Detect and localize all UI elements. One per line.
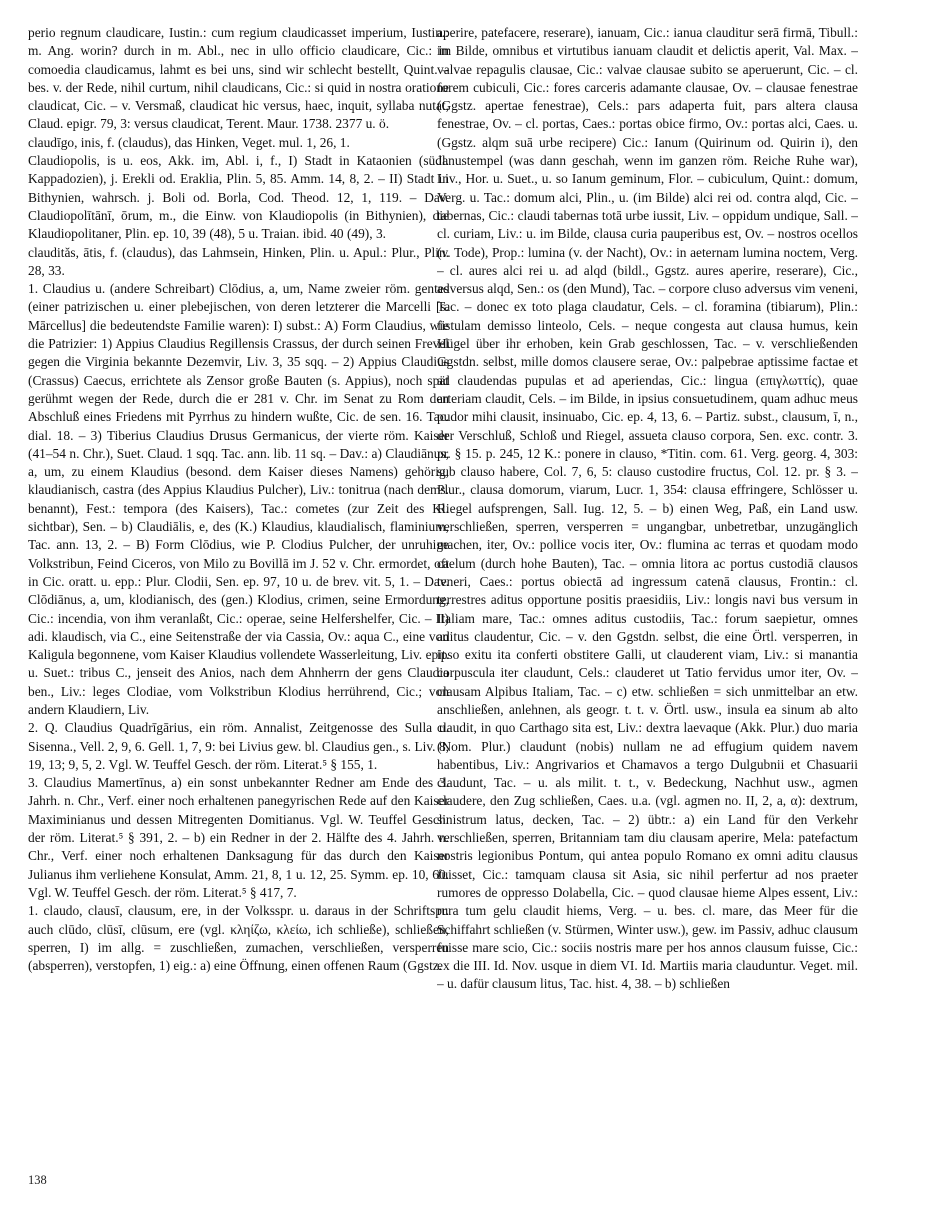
entry-claudius-quadrigarius: 2. Q. Claudius Quadrīgārius, ein röm. Annalist, Zeitgenosse des Sulla u. Sisenna., Vell. 2, 9, 6. Gell. 1, 7, 9: bei Livius gew. bl. Claudius gen., s. Liv. 8, 19, 13; 9, 5, 2. Vgl. W. Teuffel Gesch. der röm. Literat.⁵ § 155, 1. — [28, 720, 449, 772]
entry-claudo: 1. claudo, clausī, clausum, ere, in der Volksspr. u. daraus in der Schriftspr. auch clūdo, clūsī, clūsum, ere (vgl. κληίζω, κλείω, ich schließe), schließen, sperren, I) im allg. = zuschließen, zumachen, verschließen, versperren (absperren), verstopfen, 1) eig.: a) eine Öffnung, einen offenen Raum (Ggstz. — [28, 903, 449, 974]
entry-claudiopolis: Claudiopolis, is u. eos, Akk. im, Abl. i, f., I) Stadt in Kataonien (südl. Kappadozien), j. Erekli od. Eraklia, Plin. 5, 85. Amm. 14, 8, 2. – II) Stadt in Bithynien, wahrsch. j. Boli od. Borla, Cod. Theod. 12, 1, 119. – Dav. Claudiopolītānī, ōrum, m., die Einw. von Klaudiopolis (in Bithynien), die Klaudiopolitaner, Plin. ep. 10, 39 (48), 5 u. Traian. ibid. 40 (49), 3. — [28, 153, 449, 242]
entry-claudico-continued: perio regnum claudicare, Iustin.: cum regium claudicasset imperium, Iustin.: m. Ang. worin? durch in m. Abl., nec in ullo officio claudicare, Cic.: in comoedia claudicamus, lahmt es bei uns, sind wir schlecht bestellt, Quint. – bes. v. der Rede, nihil curtum, nihil claudicans, Cic.: si quid in nostra oratione claudicat, Cic. – v. Versmaß, claudicat hic versus, haec, inquit, syllaba nutat, Claud. epigr. 79, 3: versus claudicat, Terent. Maur. 1738. 2377 u. ö. — [28, 25, 449, 132]
entry-claudo-continued: aperire, patefacere, reserare), ianuam, Cic.: ianua clauditur serā firmā, Tibull.: im Bilde, omnibus et virtutibus ianuam claudit et delictis aperit, Val. Max. – valvae repagulis clausae, Cic.: valvae clausae subito se aperuerunt, Cic. – cl. forem cubiculi, Cic.: fores carceris adamante clausae, Ov. – clausae fenestrae (Ggstz. apertae fenestrae), Cels.: pars adaperta fuit, pars altera clausa fenestrae, Ov. – cl. portas, Caes.: portas obice firmo, Ov.: portas alci, Caes. u. (Ggstz. alqm suā urbe recipere) Cic.: Ianum (Quirinum od. Quirin i), den Janustempel (was dann geschah, wenn im ganzen röm. Reiche Ruhe war), Liv., Hor. u. Suet., u. so Ianum geminum, Flor. – cubiculum, Quint.: domum, Verg. u. Tac.: domum alci, Plin., u. (im Bilde) alci rei od. contra alqd, Cic. – tabernas, Cic.: claudi tabernas totā urbe iussit, Liv. – oppidum undique, Sall. – cl. curiam, Liv.: u. im Bilde, clausa curia pauperibus est, Ov. – nostros ocellos (v. Tode), Prop.: lumina (v. der Nacht), Ov.: in aeternam lumina noctem, Verg. – cl. aures alci rei u. ad alqd (bildl., Ggstz. aures aperire, reserare), Cic., adversus alqd, Sen.: os (den Mund), Tac. – corpore cluso adversus vim veneni, Tac. – donec ex toto plaga claudatur, Cels. – cl. foramina (tibiarum), Plin.: fistulam demisso linteolo, Cels. – neque congesta aut clausa humus, kein Hügel über ihr erhoben, kein Grab geschlossen, Tac. – v. verschließenden Ggstdn. selbst, mille domos clausere serae, Ov.: palpebrae aptissime factae et ad claudendas pupulas et ad aperiendas, Cic.: lingua (επιγλωττίς), quae arteriam claudit, Cels. – im Bilde, in ipsius consuetudinem, quam adhuc meus pudor mihi clausit, insinuabo, Cic. ep. 4, 13, 6. – Partiz. subst., clausum, ī, n., der Verschluß, Schloß und Riegel, assueta clauso corpora, Sen. exc. contr. 3. pr. § 15. p. 245, 12 K.: ponere in clauso, *Titin. com. 61. Verg. georg. 4, 303: sub clauso habere, Col. 7, 6, 5: clauso custodire fructus, Col. 12. pr. § 3. – Plur., clausa domorum, viarum, Lucr. 1, 354: clausa effringere, Schlösser u. Riegel aufsprengen, Sall. Iug. 12, 5. – b) einen Weg, Paß, ein Land usw. verschließen, sperren, versperren = ungangbar, unbetretbar, unzugänglich machen, iter, Ov.: pollice vocis iter, Ov.: flumina ac terras et quodam modo caelum (durch hohe Bauten), Tac. – omnia litora ac portus custodiā clausos teneri, Caes.: portus obiectā ad ingressum catenā clausus, Frontin.: cl. terrestres aditus opportune positis praesidiis, Liv.: longis navi bus versum in Italiam mare, Tac.: omnes aditus custodiis, Tac.: forum saepietur, omnes aditus claudentur, Cic. – v. den Ggstdn. selbst, die eine Örtl. versperren, in ipso exitu ita conferti obstitere Galli, ut clauderent viam, Liv.: si manantia corpuscula iter claudunt, Cels.: clauderet ut Tatio fervidus umor iter, Ov. – clausam Alpibus Italiam, Tac. – c) etw. schließen = sich unmittelbar an etw. anschließen, anlehnen, als geogr. t. t. v. Örtl. usw., insula ea sinum ab alto claudit, in quo Carthago sita est, Liv.: dextra laevaque (Akk. Plur.) duo maria (Nom. Plur.) claudunt (nobis) nullam ne ad effugium quidem navem habentibus, Liv.: Angrivarios et Chamavos a tergo Dulgubnii et Chasuarii claudunt, Tac. – u. als milit. t. t., v. Bedeckung, Nachhut usw., agmen claudere, den Zug schließen, Caes. u.a. (vgl. agmen no. II, 2, a, α): dextrum, sinistrum latus, decken, Tac. – 2) übtr.: a) ein Land für den Verkehr verschließen, sperren, Britanniam tam diu clausam aperire, Mela: patefactum nostris legionibus Pontum, qui antea populo Romano ex omni aditu clausus fuisset, Cic.: tamquam clausa sit Asia, sic nihil perfertur ad nos praeter rumores de oppresso Dolabella, Cic. – quod clausae hieme Alpes essent, Liv.: rura tum gelu claudit hiems, Verg. – u. bes. cl. mare, das Meer für die Schiffahrt schließen (v. Stürmen, Winter usw.), gew. im Passiv, adhuc clausum fuisse mare scio, Cic.: sociis nostris mare per hos annos clausum fuisse, Cic.: ex die III. Id. Nov. usque in diem VI. Id. Martiis maria clauduntur. Veget. mil. – u. dafür clausum litus, Tac. hist. 4, 38. – b) schließen — [437, 25, 858, 992]
entry-claudius-1: 1. Claudius u. (andere Schreibart) Clōdius, a, um, Name zweier röm. gentes (einer patrizischen u. einer plebejischen, von deren letzterer die Marcelli [s. Mārcellus] die bedeutendste Familie waren): I) subst.: A) Form Claudius, wie die Patrizier: 1) Appius Claudius Regillensis Crassus, der durch seinen Frevel gegen die Virginia bekannte Dezemvir, Liv. 3, 35 sqq. – 2) Appius Claudius (Crassus) Caecus, errichtete als Zensor große Bauten (s. Appius), noch spät gerühmt wegen der Rede, durch die er 281 v. Chr. im Senat zu Rom den Abschluß eines Friedens mit Pyrrhus zu hindern wußte, Cic. de sen. 16. Tac. dial. 18. – 3) Tiberius Claudius Drusus Germanicus, der vierte röm. Kaiser (41–54 n. Chr.), Suet. Claud. 1 sqq. Tac. ann. lib. 11 sq. – Dav.: a) Claudiānus, a, um, zu einem Klaudius (besond. dem Kaiser dieses Namens) gehörig, klaudianisch, castra (des Appius Klaudius Pulcher), Liv.: tonitrua (nach dems. benannt), Fest.: tempora (des Kaisers), Tac.: cometes (zur Zeit des Kl. sichtbar), Sen. – b) Claudiālis, e, des (K.) Klaudius, klaudialisch, flaminium, Tac. ann. 13, 2. – B) Form Clōdius, wie P. Clodius Pulcher, der unruhige Volkstribun, Feind Ciceros, von Milo zu Bovillā im J. 52 v. Chr. ermordet, oft in Cic. oratt. u. epp.: Plur. Clodii, Sen. ep. 97, 10 u. de brev. vit. 5, 1. – Dav. Clōdiānus, a, um, klodianisch, des (gen.) Klodius, crimen, seine Ermordung, Cic.: incendia, von ihm veranlaßt, Cic.: operae, seine Helfershelfer, Cic. – II) adi. klaudisch, via C., eine Seitenstraße der via Cassia, Ov.: aqua C., eine von Kaligula begonnene, vom Kaiser Klaudius vollendete Wasserleitung, Liv. epit. u. Suet.: tribus C., jenseit des Anios, nach dem Ahnherrn der gens Claudia ben., Liv.: leges Clodiae, vom Volkstribun Klodius herrührend, Cic.; von andern Klaudiern, Liv. — [28, 281, 449, 717]
right-column — [437, 24, 858, 1174]
entry-claudităs: claudităs, ātis, f. (claudus), das Lahmsein, Hinken, Plin. u. Apul.: Plur., Plin. 28, 33. — [28, 244, 449, 278]
entry-claudius-mamertinus: 3. Claudius Mamertīnus, a) ein sonst unbekannter Redner am Ende des 3. Jahrh. n. Chr., Verf. einer noch erhaltenen panegyrischen Rede auf den Kaiser Maximinianus und dessen Mitregenten Domitianus. Vgl. W. Teuffel Gesch. der röm. Literat.⁵ § 391, 2. – b) ein Redner in der 2. Hälfte des 4. Jahrh. n. Chr., Verf. einer noch erhaltenen Danksagung für das durch den Kaiser Julianus ihm verliehene Konsulat, Amm. 21, 8, 1 u. 12, 25. Symm. ep. 10, 60. Vgl. W. Teuffel Gesch. der röm. Literat.⁵ § 417, 7. — [28, 775, 449, 900]
left-column — [28, 24, 449, 1174]
page-number: 138 — [28, 1173, 47, 1187]
dictionary-page — [28, 24, 908, 1184]
entry-claudigo: claudīgo, inis, f. (claudus), das Hinken, Veget. mul. 1, 26, 1. — [28, 134, 350, 150]
